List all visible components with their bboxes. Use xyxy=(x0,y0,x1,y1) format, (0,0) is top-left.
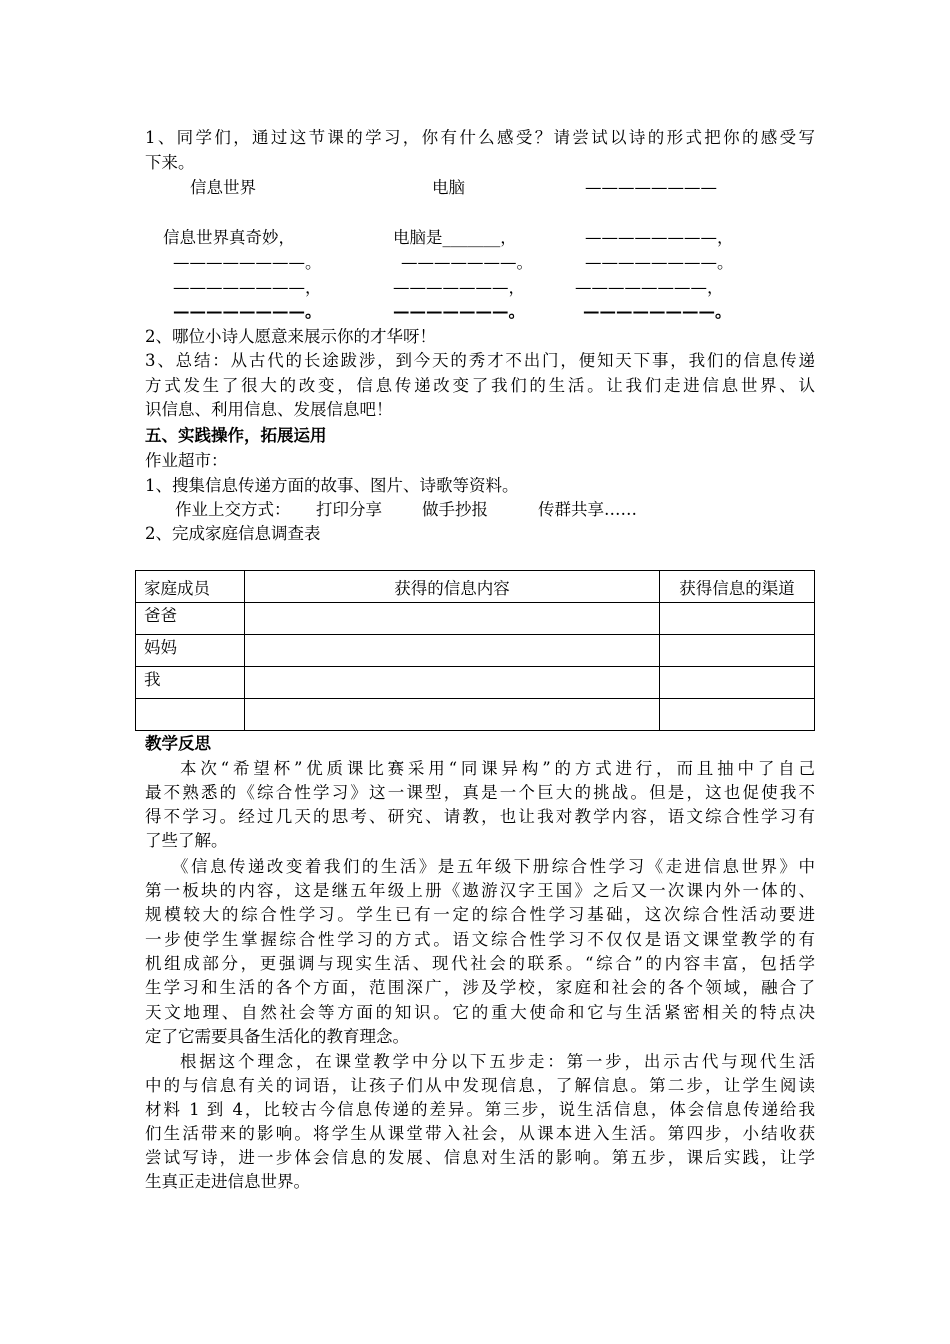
cell-channel xyxy=(660,635,815,667)
reflection-heading: 教学反思 xyxy=(145,734,211,753)
cell-channel xyxy=(660,667,815,699)
reflection-p1-line-4: 了些了解。 xyxy=(145,831,228,850)
family-survey-table xyxy=(135,570,815,731)
poem-col1-line-1: 信息世界真奇妙， xyxy=(163,228,295,247)
table-row xyxy=(136,699,815,731)
reflection-p3-line-5: 尝试写诗，进一步体会信息的发展、信息对生活的影响。第五步，课后实践，让学 xyxy=(145,1148,815,1167)
reflection-p2-line-6: 生学习和生活的各个方面，范围深广，涉及学校，家庭和社会的各个领域，融合了 xyxy=(145,978,815,997)
poem-col3-line-4: ————————。 xyxy=(583,302,732,321)
question-3-line-3: 识信息、利用信息、发展信息吧！ xyxy=(145,400,393,419)
reflection-p2-line-4: 一步使学生掌握综合性学习的方式。语文综合性学习不仅仅是语文课堂教学的有 xyxy=(145,930,815,949)
reflection-p2-line-8: 定了它需要具备生活化的教育理念。 xyxy=(145,1027,409,1046)
poem-col3-line-1: ————————， xyxy=(585,228,734,247)
poem-col1-line-4: ————————。 xyxy=(173,302,322,321)
reflection-p1-line-2: 最不熟悉的《综合性学习》这一课型，真是一个巨大的挑战。但是，这也促使我不 xyxy=(145,783,815,802)
poem-col1-line-2: ————————。 xyxy=(173,253,322,272)
cell-channel xyxy=(660,699,815,731)
row-member-dad: 爸爸 xyxy=(136,603,245,635)
poem-col1-title: 信息世界 xyxy=(190,178,256,197)
reflection-p2-line-5: 机组成部分，更强调与现实生活、现代社会的联系。“综合”的内容丰富，包括学 xyxy=(145,954,815,973)
cell-content xyxy=(245,699,660,731)
poem-col2-line-4: ———————。 xyxy=(393,302,525,321)
question-1-line-1: 1、同学们，通过这节课的学习，你有什么感受？请尝试以诗的形式把你的感受写 xyxy=(145,128,815,147)
poem-col2-line-2: ———————。 xyxy=(401,253,533,272)
homework-item-1: 1、搜集信息传递方面的故事、图片、诗歌等资料。 xyxy=(145,476,519,495)
question-3-line-2: 方式发生了很大的改变，信息传递改变了我们的生活。让我们走进信息世界、认 xyxy=(145,376,815,395)
homework-method-label: 作业上交方式： xyxy=(175,500,291,519)
table-row xyxy=(136,667,815,699)
reflection-p2-line-1: 《信息传递改变着我们的生活》是五年级下册综合性学习《走进信息世界》中 xyxy=(172,857,815,876)
question-3-line-1: 3、总结：从古代的长途跋涉，到今天的秀才不出门，便知天下事，我们的信息传递 xyxy=(145,351,815,370)
table-header-row xyxy=(136,571,815,603)
reflection-p2-line-3: 规模较大的综合性学习。学生已有一定的综合性学习基础，这次综合性活动要进 xyxy=(145,905,815,924)
poem-col1-line-3: ————————， xyxy=(173,278,322,297)
table-row xyxy=(136,603,815,635)
row-member-empty xyxy=(136,699,245,731)
reflection-p1-line-1: 本次“希望杯”优质课比赛采用“同课异构”的方式进行，而且抽中了自己 xyxy=(180,759,815,778)
poem-col2-line-1: 电脑是_______， xyxy=(393,228,517,247)
question-1-line-2: 下来。 xyxy=(145,153,195,172)
reflection-p3-line-3: 材料 1 到 4，比较古今信息传递的差异。第三步，说生活信息，体会信息传递给我 xyxy=(145,1100,815,1119)
homework-method-print: 打印分享 xyxy=(316,500,382,519)
cell-channel xyxy=(660,603,815,635)
section-5-heading: 五、实践操作，拓展运用 xyxy=(145,426,327,445)
header-info-content: 获得的信息内容 xyxy=(245,571,660,603)
reflection-p2-line-7: 天文地理、自然社会等方面的知识。它的重大使命和它与生活紧密相关的特点决 xyxy=(145,1003,815,1022)
table-row xyxy=(136,635,815,667)
reflection-p2-line-2: 第一板块的内容，这是继五年级上册《遨游汉字王国》之后又一次课内外一体的、 xyxy=(145,881,815,900)
poem-col2-title: 电脑 xyxy=(432,178,465,197)
homework-title: 作业超市： xyxy=(145,451,228,470)
reflection-p1-line-3: 得不学习。经过几天的思考、研究、请教，也让我对教学内容，语文综合性学习有 xyxy=(145,807,815,826)
homework-method-poster: 做手抄报 xyxy=(422,500,488,519)
reflection-p3-line-6: 生真正走进信息世界。 xyxy=(145,1172,310,1191)
poem-col3-line-2: ————————。 xyxy=(585,253,734,272)
reflection-p3-line-4: 们生活带来的影响。将学生从课堂带入社会，从课本进入生活。第四步，小结收获 xyxy=(145,1124,815,1143)
header-family-member: 家庭成员 xyxy=(136,571,245,603)
reflection-p3-line-2: 中的与信息有关的词语，让孩子们从中发现信息，了解信息。第二步，让学生阅读 xyxy=(145,1076,815,1095)
poem-col3-title: ———————— xyxy=(585,178,717,197)
reflection-p3-line-1: 根据这个理念，在课堂教学中分以下五步走：第一步，出示古代与现代生活 xyxy=(180,1052,815,1071)
cell-content xyxy=(245,667,660,699)
homework-method-share: 传群共享…… xyxy=(538,500,637,519)
cell-content xyxy=(245,635,660,667)
homework-item-2: 2、完成家庭信息调查表 xyxy=(145,524,321,543)
poem-col3-line-3: ————————， xyxy=(575,278,724,297)
row-member-mom: 妈妈 xyxy=(136,635,245,667)
question-2: 2、哪位小诗人愿意来展示你的才华呀！ xyxy=(145,327,436,346)
header-info-channel: 获得信息的渠道 xyxy=(660,571,815,603)
row-member-me: 我 xyxy=(136,667,245,699)
cell-content xyxy=(245,603,660,635)
poem-col2-line-3: ———————， xyxy=(393,278,525,297)
